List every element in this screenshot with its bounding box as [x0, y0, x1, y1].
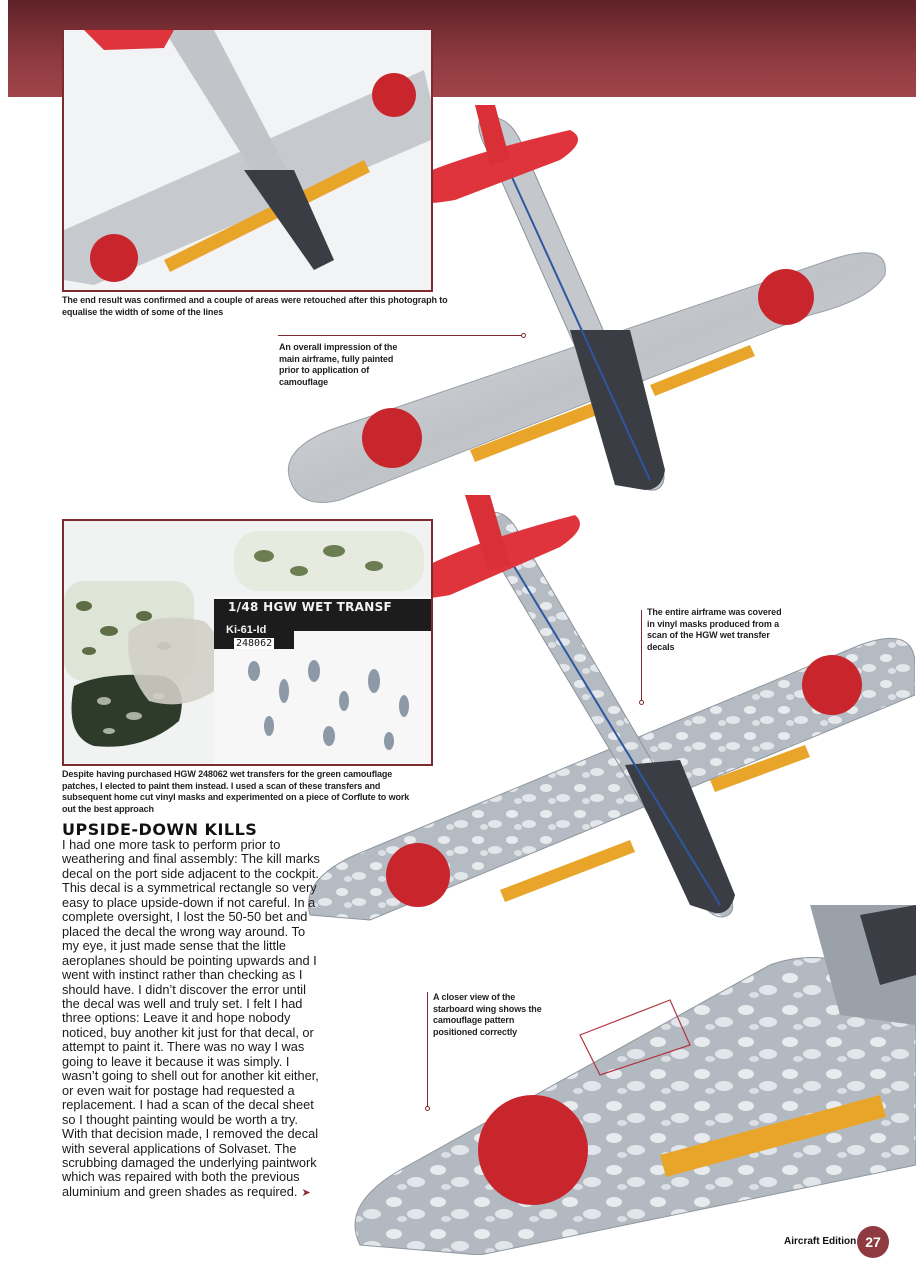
article-body [62, 838, 324, 1200]
leader-dot-main-airframe [521, 333, 526, 338]
publication-name: Aircraft Edition [784, 1236, 857, 1247]
caption-main-airframe: An overall impression of the main airframe, fully painted prior to application of camouflage [279, 342, 398, 387]
caption-camo-airframe: The entire airframe was covered in vinyl masks produced from a scan of the HGW wet transfer decals [647, 607, 782, 652]
decal-sheet-title: 1/48 HGW WET TRANSF [228, 600, 393, 614]
caption-top-inset: The end result was confirmed and a couple of areas were retouched after this photograph to equalise the width of some of the lines [62, 295, 448, 317]
article-heading: UPSIDE-DOWN KILLS [62, 820, 258, 839]
caption-transfers-inset: Despite having purchased HGW 248062 wet transfers for the green camouflage patches, I elected to paint them instead. I used a scan of these transfers and subsequent home cut vinyl masks and experimented on a piece of Corflute to work out the best approach [62, 769, 410, 814]
leader-dot-starboard-wing [425, 1106, 430, 1111]
page-number: 27 [857, 1226, 889, 1258]
decal-sheet-code: 248062 [236, 638, 273, 649]
article-body-text: I had one more task to perform prior to weathering and final assembly: The kill marks decal on the port side adjacent to the cockpit. This decal is a symmetrical rectangle so very easy to place upside-down if not careful. In a complete oversight, I lost the 50-50 bet and placed the decal the wrong way around. To my eye, it just made sense that the little aeroplanes should be pointing upwards and I went with instinct rather than checking as I should have. I didn’t discover the error until the decal was well and truly set. I felt I had three options: Leave it and hope nobody noticed, buy another kit just for that decal, or attempt to paint it. There was no way I was going to leave it because it was simply. I wasn’t going to shell out for another kit either, or even wait for postage had requested a replacement. I had a scan of the decal sheet so I thought painting would be worth a try. With that decision made, I removed the decal with several applications of Solvaset. The scrubbing damaged the underlying paintwork which was repaired with both the previous aluminium and green shades as required. [62, 837, 320, 1199]
leader-dot-camo-airframe [639, 700, 644, 705]
photo-top-inset [62, 28, 433, 292]
decal-sheet-model: Ki-61-Id [226, 624, 267, 636]
caption-starboard-wing: A closer view of the starboard wing shows the camouflage pattern positioned correctly [433, 992, 542, 1037]
leader-main-airframe [278, 335, 522, 336]
end-mark-icon: ➤ [301, 1186, 311, 1199]
leader-starboard-wing [427, 992, 428, 1108]
leader-camo-airframe [641, 610, 642, 702]
